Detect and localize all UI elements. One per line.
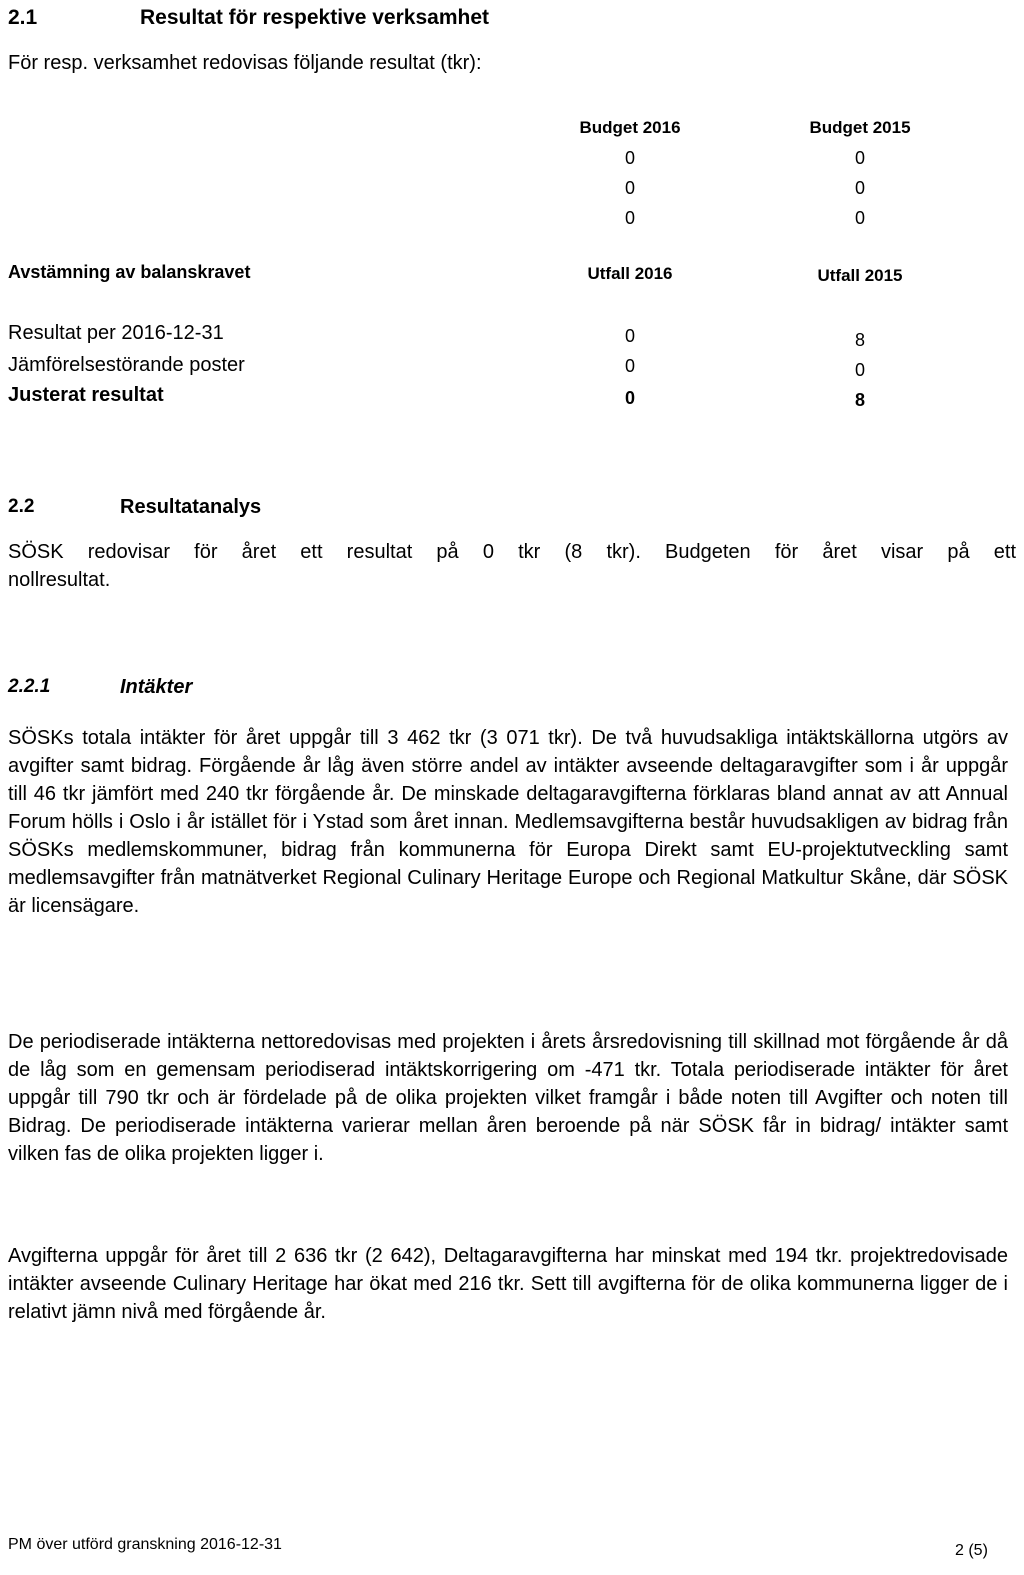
intro-text: För resp. verksamhet redovisas följande resultat (tkr):	[8, 52, 482, 74]
balance-check-title: Avstämning av balanskravet	[8, 262, 251, 282]
analysis-text	[8, 538, 1016, 594]
balance-cell: 0	[624, 388, 635, 408]
section-number: 2.2	[8, 496, 35, 517]
budget-cell: 0	[624, 148, 635, 168]
budget-cell: 0	[854, 178, 865, 198]
balance-cell: 0	[854, 360, 865, 380]
utfall-2015-header: Utfall 2015	[817, 266, 903, 285]
budget-cell: 0	[854, 208, 865, 228]
budget-cell: 0	[854, 148, 865, 168]
balance-row-label: Resultat per 2016-12-31	[8, 322, 224, 344]
balance-cell: 0	[624, 356, 635, 376]
income-paragraph-2: De periodiserade intäkterna nettoredovisas med projekten i årets årsredovisning till skillnad mot förgående år då de låg som en gemensam periodiserad intäktskorrigering om -471 tkr. Totala periodiserade intäkter för året uppgår till 790 tkr och är fördelade på de olika projekten vilket framgår i både noten till Avgifter och noten till Bidrag. De periodiserade intäkterna varierar mellan åren beroende på när SÖSK får in bidrag/ intäkter samt vilken fas de olika projekten ligger i.	[8, 1031, 1008, 1165]
budget-cell: 0	[624, 208, 635, 228]
income-paragraph-1: SÖSKs totala intäkter för året uppgår till 3 462 tkr (3 071 tkr). De två huvudsakliga intäktskällorna utgörs av avgifter samt bidrag. Förgående år låg även större andel av intäkter avseende deltagaravgifter som i år uppgår till 46 tkr jämfört med 240 tkr förgående år. De minskade deltagaravgifterna förklaras bland annat av att Annual Forum hölls i Oslo i år istället för i Ystad som året innan. Medlemsavgifterna består huvudsakligen av bidrag från SÖSKs medlemskommuner, bidrag från kommunerna för Europa Direkt samt EU-projektutveckling samt medlemsavgifter från matnätverket Regional Culinary Heritage Europe och Regional Matkultur Skåne, där SÖSK är licensägare.	[8, 727, 1008, 917]
income-paragraph-3: Avgifterna uppgår för året till 2 636 tkr (2 642), Deltagaravgifterna har minskat med 194 tkr. projektredovisade intäkter avseende Culinary Heritage har ökat med 216 tkr. Sett till avgifterna för de olika kommunerna ligger de i relativt jämn nivå med förgående år.	[8, 1245, 1008, 1323]
budget-2015-header: Budget 2015	[809, 118, 911, 137]
balance-cell: 8	[854, 390, 865, 410]
balance-cell: 0	[624, 326, 635, 346]
page-number: 2 (5)	[955, 1542, 988, 1559]
section-title: Resultatanalys	[120, 496, 262, 518]
section-title: Resultat för respektive verksamhet	[140, 6, 489, 29]
analysis-line-2: nollresultat.	[8, 569, 111, 591]
utfall-2016-header: Utfall 2016	[587, 264, 673, 283]
section-number: 2.1	[8, 6, 38, 29]
balance-row-label: Justerat resultat	[8, 384, 164, 406]
footer-text: PM över utförd granskning 2016-12-31	[8, 1536, 282, 1553]
balance-row-label: Jämförelsestörande poster	[8, 354, 245, 376]
balance-cell: 8	[854, 330, 865, 350]
subsection-title: Intäkter	[120, 676, 193, 698]
budget-cell: 0	[624, 178, 635, 198]
budget-2016-header: Budget 2016	[579, 118, 681, 137]
analysis-line-1: SÖSK redovisar för året ett resultat på 0 tkr (8 tkr). Budgeten för året visar på ett	[8, 541, 1016, 563]
subsection-number: 2.2.1	[8, 676, 51, 697]
